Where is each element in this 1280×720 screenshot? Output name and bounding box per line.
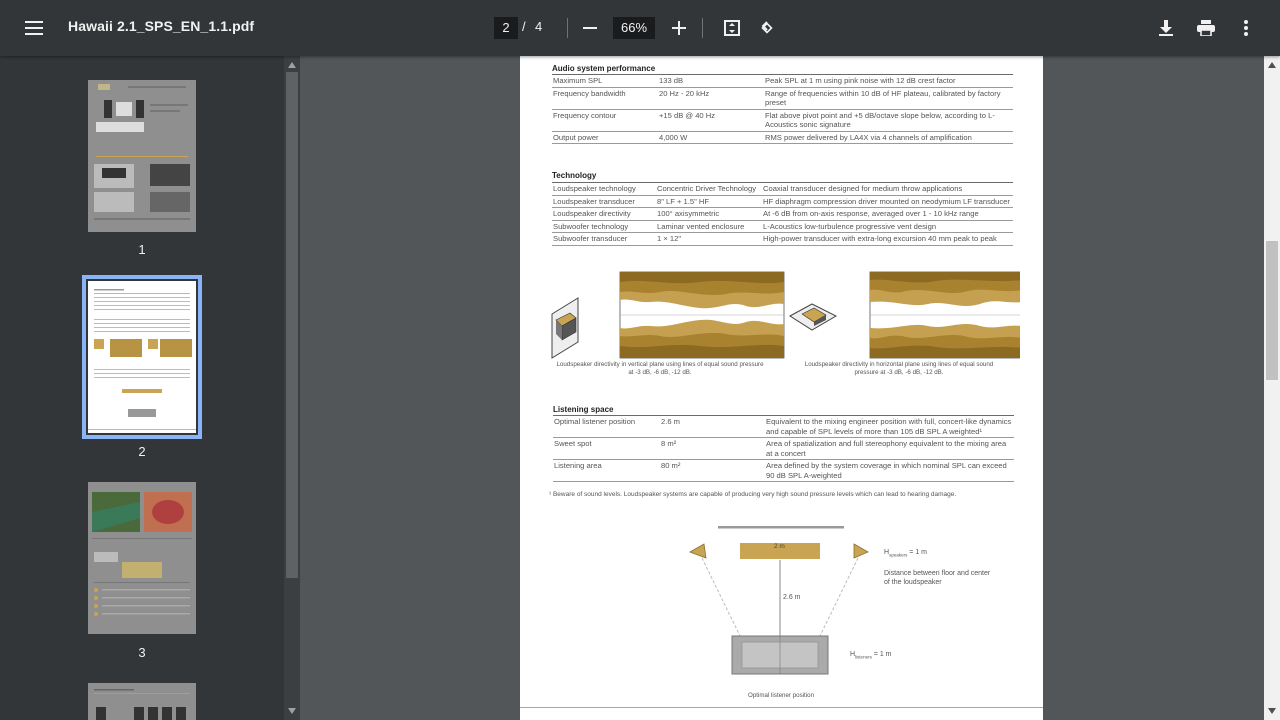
table-row bbox=[552, 87, 1013, 109]
page-thumbnail-3[interactable] bbox=[88, 482, 196, 634]
thumbnail-label: 3 bbox=[138, 645, 146, 660]
h-listeners-label: $H_{listeners} = 1$ m bbox=[850, 651, 892, 660]
row-description: Equivalent to the mixing engineer position with full, concert-like dynamics and capable of SPL levels of more than 105 dB SPL A weighted¹ bbox=[765, 416, 1014, 438]
table-row bbox=[552, 195, 1013, 208]
row-description: Range of frequencies within 10 dB of HF plateau, calibrated by factory preset bbox=[764, 87, 1013, 109]
row-value: 8 m² bbox=[660, 438, 765, 460]
total-pages: 4 bbox=[535, 19, 543, 34]
section-heading-audio: Audio system performance bbox=[552, 64, 656, 73]
toolbar-divider bbox=[567, 18, 568, 38]
section-heading-listening: Listening space bbox=[553, 405, 614, 414]
row-description: Area defined by the system coverage in which nominal SPL can exceed 90 dB SPL A-weighted bbox=[765, 460, 1014, 482]
thumbnail-sidebar bbox=[0, 56, 284, 720]
row-description: RMS power delivered by LA4X via 4 channels of amplification bbox=[764, 131, 1013, 144]
page-number-input[interactable]: 2 bbox=[494, 17, 518, 39]
page-footer-rule bbox=[520, 707, 1043, 708]
table-row bbox=[553, 460, 1014, 482]
toolbar-divider bbox=[702, 18, 703, 38]
download-button[interactable] bbox=[1150, 12, 1182, 44]
zoom-level-input[interactable]: 66% bbox=[613, 17, 655, 39]
row-value: 2.6 m bbox=[660, 416, 765, 438]
table-row bbox=[552, 220, 1013, 233]
scroll-up-arrow-icon[interactable] bbox=[287, 61, 297, 69]
section-heading-technology: Technology bbox=[552, 171, 597, 180]
thumbnail-label: 2 bbox=[138, 444, 146, 459]
row-label: Subwoofer technology bbox=[552, 220, 656, 233]
plus-icon bbox=[672, 21, 686, 35]
sidebar-scrollbar-thumb[interactable] bbox=[286, 72, 298, 578]
scroll-up-arrow-icon[interactable] bbox=[1267, 61, 1277, 69]
vertical-directivity-caption: Loudspeaker directivity in vertical plane using lines of equal sound pressure at -3 dB, -6 dB, -12 dB. bbox=[556, 361, 764, 376]
scroll-down-arrow-icon[interactable] bbox=[287, 707, 297, 715]
row-value: 4,000 W bbox=[658, 131, 764, 144]
page-separator: / bbox=[522, 19, 526, 34]
row-value: 1 × 12" bbox=[656, 233, 762, 246]
table-row bbox=[553, 416, 1014, 438]
row-value: Concentric Driver Technology bbox=[656, 183, 762, 196]
row-description: Area of spatialization and full stereophony equivalent to the mixing area at a concert bbox=[765, 438, 1014, 460]
row-value: 133 dB bbox=[658, 75, 764, 88]
pdf-page-2 bbox=[520, 56, 1043, 720]
minus-icon bbox=[583, 27, 597, 29]
page-thumbnail-4[interactable] bbox=[88, 683, 196, 720]
rotate-counterclockwise-icon bbox=[758, 19, 776, 37]
row-description: High-power transducer with extra-long excursion 40 mm peak to peak bbox=[762, 233, 1013, 246]
row-value: 80 m² bbox=[660, 460, 765, 482]
table-row bbox=[552, 131, 1013, 144]
row-description: HF diaphragm compression driver mounted on neodymium LF transducer bbox=[762, 195, 1013, 208]
row-label: Loudspeaker technology bbox=[552, 183, 656, 196]
viewer-scrollbar[interactable] bbox=[1264, 56, 1280, 720]
row-description: L-Acoustics low-turbulence progressive vent design bbox=[762, 220, 1013, 233]
row-description: Peak SPL at 1 m using pink noise with 12 dB crest factor bbox=[764, 75, 1013, 88]
speaker-horizontal-icon bbox=[790, 304, 836, 330]
viewer-scrollbar-thumb[interactable] bbox=[1266, 241, 1278, 380]
row-label: Loudspeaker transducer bbox=[552, 195, 656, 208]
row-value: 20 Hz - 20 kHz bbox=[658, 87, 764, 109]
vertical-directivity-plot bbox=[612, 272, 784, 358]
printer-icon bbox=[1197, 20, 1215, 36]
table-row bbox=[552, 109, 1013, 131]
row-label: Output power bbox=[552, 131, 658, 144]
document-viewer[interactable] bbox=[300, 56, 1264, 720]
thumbnail-label: 1 bbox=[138, 242, 146, 257]
more-options-button[interactable] bbox=[1230, 12, 1262, 44]
horizontal-directivity-caption: Loudspeaker directivity in horizontal plane using lines of equal sound pressure at -3 dB, -6 dB, -12 dB. bbox=[804, 361, 994, 376]
h-speakers-label: $H_{speakers} = 1$ m bbox=[884, 549, 927, 558]
row-description: Coaxial transducer designed for medium throw applications bbox=[762, 183, 1013, 196]
row-label: Sweet spot bbox=[553, 438, 660, 460]
diagram-caption: Optimal listener position bbox=[748, 692, 815, 699]
pdf-toolbar bbox=[0, 0, 1280, 56]
download-icon bbox=[1159, 20, 1173, 36]
row-description: Flat above pivot point and +5 dB/octave slope below, according to L-Acoustics sonic signature bbox=[764, 109, 1013, 131]
more-vert-icon bbox=[1244, 20, 1248, 36]
top-dimension-label: 2 m bbox=[774, 543, 785, 550]
row-label: Optimal listener position bbox=[553, 416, 660, 438]
listener-position-diagram bbox=[680, 518, 1040, 708]
page-thumbnail-1[interactable] bbox=[88, 80, 196, 232]
row-value: 8" LF + 1.5" HF bbox=[656, 195, 762, 208]
row-label: Loudspeaker directivity bbox=[552, 208, 656, 221]
row-value: Laminar vented enclosure bbox=[656, 220, 762, 233]
row-label: Subwoofer transducer bbox=[552, 233, 656, 246]
print-button[interactable] bbox=[1190, 12, 1222, 44]
row-label: Listening area bbox=[553, 460, 660, 482]
technology-table bbox=[552, 182, 1013, 246]
row-label: Frequency bandwidth bbox=[552, 87, 658, 109]
row-value: +15 dB @ 40 Hz bbox=[658, 109, 764, 131]
zoom-out-button[interactable] bbox=[574, 12, 606, 44]
row-description: At -6 dB from on-axis response, averaged over 1 - 10 kHz range bbox=[762, 208, 1013, 221]
page-thumbnail-2[interactable] bbox=[88, 281, 196, 433]
hamburger-menu-icon[interactable] bbox=[18, 12, 50, 44]
fit-to-page-button[interactable] bbox=[716, 12, 748, 44]
audio-table bbox=[552, 74, 1013, 144]
speaker-height-note: Distance between floor and center of the loudspeaker bbox=[884, 570, 991, 586]
table-row bbox=[552, 208, 1013, 221]
row-value: 100° axisymmetric bbox=[656, 208, 762, 221]
distance-label: 2.6 m bbox=[783, 594, 801, 601]
speaker-vertical-icon bbox=[552, 298, 578, 358]
listening-table bbox=[553, 415, 1014, 482]
fit-to-page-icon bbox=[723, 19, 741, 37]
footnote: ¹ Beware of sound levels. Loudspeaker systems are capable of producing very high sound pressure levels which can lead to hearing damage. bbox=[549, 491, 957, 498]
scroll-down-arrow-icon[interactable] bbox=[1267, 707, 1277, 715]
table-row bbox=[552, 183, 1013, 196]
table-row bbox=[553, 438, 1014, 460]
row-label: Frequency contour bbox=[552, 109, 658, 131]
zoom-in-button[interactable] bbox=[663, 12, 695, 44]
row-label: Maximum SPL bbox=[552, 75, 658, 88]
table-row bbox=[552, 233, 1013, 246]
document-title: Hawaii 2.1_SPS_EN_1.1.pdf bbox=[68, 18, 255, 34]
table-row bbox=[552, 75, 1013, 88]
horizontal-directivity-plot bbox=[870, 272, 1020, 358]
rotate-button[interactable] bbox=[751, 12, 783, 44]
